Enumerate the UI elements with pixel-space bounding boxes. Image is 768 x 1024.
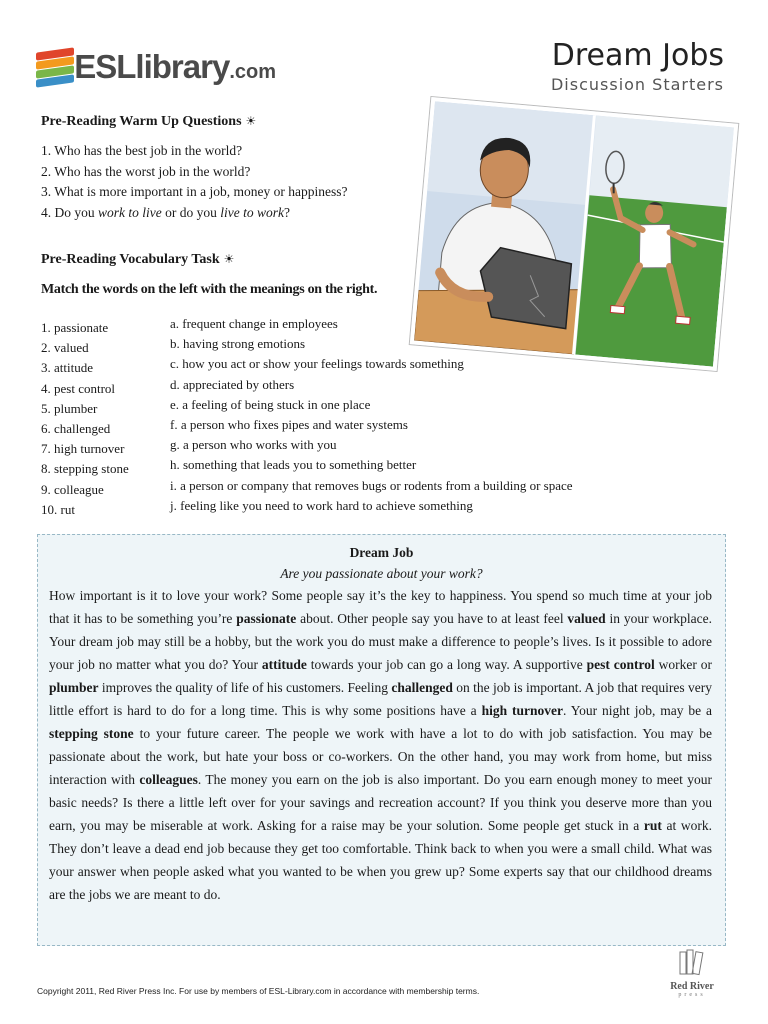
esl-library-logo — [36, 44, 276, 90]
vocab-word: 4. pest control — [41, 380, 116, 396]
question-item: 4. Do you work to live or do you live to work? — [41, 204, 290, 220]
question-item: 1. Who has the best job in the world? — [41, 143, 243, 158]
passage-text: about. Other people say you have to at least feel — [296, 611, 568, 626]
publisher-logo — [662, 948, 722, 998]
warmup-section — [41, 114, 347, 223]
vocab-meaning: g. a person who works with you — [170, 437, 337, 453]
question-item: 2. Who has the worst job in the world? — [41, 163, 251, 179]
logo-text: ESLlibrary.com — [74, 48, 276, 85]
publisher-name: Red River — [670, 981, 714, 992]
passage-text: worker or — [654, 657, 713, 672]
vocab-word: 7. high turnover — [41, 441, 125, 457]
publisher-sub: press — [678, 992, 706, 998]
books-icon — [677, 948, 707, 976]
reading-passage-box — [37, 534, 726, 946]
warmup-heading: Pre-Reading Warm Up Questions ☀ — [41, 114, 257, 129]
question-item: 3. What is more important in a job, money or happiness? — [41, 184, 348, 199]
vocab-term: valued — [567, 611, 606, 626]
passage-text: . The money you earn on the job is also important. Do you earn enough money to meet your basic needs? Is there a little left over for your savings and recreation account? If you think you deserve more than you earn, you may be miserable at work. Asking for a raise may be your solution. Some people get stuck in a — [49, 772, 712, 833]
book-stack-logo-icon — [36, 46, 68, 88]
page-title-block — [551, 38, 724, 96]
reading-title: Dream Job — [349, 545, 414, 560]
vocab-meaning: b. having strong emotions — [170, 336, 306, 352]
vocab-instruction: Match the words on the left with the meanings on the right. — [41, 282, 378, 297]
vocab-meaning: a. frequent change in employees — [170, 316, 338, 331]
passage-text: How important is it to love your work? Some people say it’s the key to happiness. You spend so much time at your job that it has to be something you’re — [49, 588, 712, 626]
passage-text: improves the quality of life of his customers. Feeling — [98, 680, 392, 695]
warmup-questions — [41, 141, 347, 223]
vocab-word: 1. passionate — [41, 320, 109, 335]
vocab-words-list — [41, 318, 129, 520]
passage-text: at work. They don’t leave a dead end job because they get too comfortable. Think back to when you were a small child. What was your answer when people asked what you wanted to be when you grew up? Some experts say that our childhood dreams are the jobs we are meant to do. — [49, 818, 712, 902]
reading-body — [38, 584, 725, 906]
vocab-word: 2. valued — [41, 340, 89, 356]
vocab-term: pest control — [586, 657, 655, 672]
passage-text: on the job is important. A job that requires very little effort is hard to do for a long time. This is why some positions have a — [49, 680, 712, 718]
copyright-notice: Copyright 2011, Red River Press Inc. For use by members of ESL-Library.com in accordance with membership terms. — [37, 986, 480, 996]
vocab-meaning: i. a person or company that removes bugs or rodents from a building or space — [170, 477, 573, 493]
vocab-term: passionate — [236, 611, 297, 626]
vocab-word: 6. challenged — [41, 421, 111, 437]
reading-subtitle: Are you passionate about your work? — [280, 566, 483, 581]
passage-text: . Your night job, may be a — [562, 703, 712, 718]
page-title: Dream Jobs — [551, 38, 724, 73]
vocab-term: colleagues — [139, 772, 198, 787]
passage-text: towards your job can go a long way. A supportive — [306, 657, 587, 672]
vocab-term: stepping stone — [49, 726, 134, 741]
vocab-term: plumber — [49, 680, 99, 695]
vocab-word: 5. plumber — [41, 400, 98, 416]
vocab-meaning: c. how you act or show your feelings towards something — [170, 356, 464, 372]
vocab-term: attitude — [261, 657, 307, 672]
office-and-tennis-illustration — [414, 101, 734, 366]
vocab-meaning: d. appreciated by others — [170, 376, 295, 392]
vocab-term: challenged — [391, 680, 453, 695]
passage-text: to your future career. The people we work with have a lot to do with job satisfaction. You may be passionate about the work, but hate your boss or co-workers. On the other hand, you may work from home, but miss interaction with — [49, 726, 713, 787]
vocab-meaning: h. something that leads you to something better — [170, 457, 417, 473]
vocab-heading: Pre-Reading Vocabulary Task ☀ — [41, 252, 235, 267]
job-illustration — [410, 97, 738, 371]
vocab-word: 8. stepping stone — [41, 461, 129, 477]
vocab-meaning: f. a person who fixes pipes and water systems — [170, 417, 408, 433]
sun-icon: ☀ — [223, 252, 235, 266]
vocab-term: rut — [643, 818, 662, 833]
vocab-section — [41, 252, 377, 298]
vocab-meaning: e. a feeling of being stuck in one place — [170, 396, 371, 412]
vocab-meaning: j. feeling like you need to work hard to achieve something — [170, 497, 473, 513]
vocab-word: 9. colleague — [41, 481, 104, 497]
vocab-word: 10. rut — [41, 501, 75, 517]
passage-text: in your workplace. Your dream job may still be a hobby, but the work you do must make a difference to people’s lives. Is it possible to adore your job no matter what you do? Your — [49, 611, 712, 672]
page-subtitle: Discussion Starters — [550, 75, 724, 94]
sun-icon: ☀ — [245, 114, 257, 128]
vocab-word: 3. attitude — [41, 360, 93, 376]
vocab-term: high turnover — [481, 703, 563, 718]
